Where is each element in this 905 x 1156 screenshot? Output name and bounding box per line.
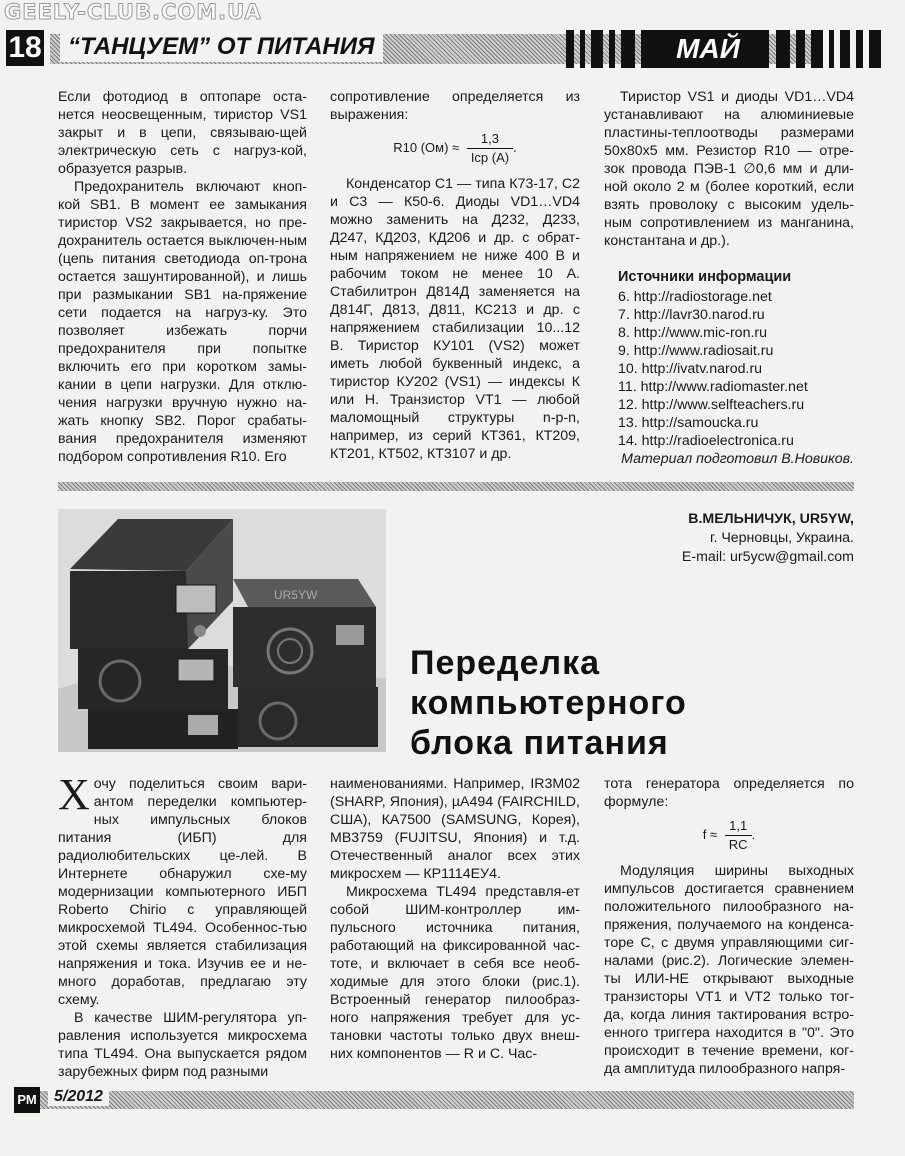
formula-left: f ≈ [702,826,718,842]
paragraph: Конденсатор С1 — типа К73-17, С2 и С3 — К50-6. Диоды VD1…VD4 можно заменить на Д232, Д233, Д247, КД203, КД206 и др. с обрат-ным напряжением не ниже 400 В и рабочим током не менее 10 А. Стабилитрон Д814Д заменяется на Д814Г, Д813, Д811, КС213 и др. с напряжением стабилизации 10...12 В. Тиристор КУ101 (VS2) может иметь любой буквенный индекс, а тиристор КУ202 (VS1) — индексы К или Н. Транзистор VT1 — любой маломощный структуры n-p-n, например, из серий КТ361, КТ209, КТ201, КТ502, КТ3107 и др. [330,176,580,462]
header-bars-right [776,30,881,68]
paragraph [58,770,307,1009]
section-divider [58,482,854,491]
formula-r10: R10 (Ом) ≈ $\frac{1,3}{\text{Iср (A)}}$ . [393,131,517,165]
top-column-3 [604,88,854,468]
source-link[interactable]: 11. http://www.radiomaster.net [618,379,808,395]
formula-frequency: f ≈ $\frac{1,1}{RC}$ . [702,818,756,852]
paragraph: Если фотодиод в оптопаре оста-нется неосвещенным, тиристор VS1 закрыт и в цепи, связываю-щей электрическую сеть с нагруз-кой, образуется разрыв. [58,89,307,177]
month-label: МАЙ [647,30,769,68]
paragraph-text: очу поделиться своим вари-антом переделки компьютер-ных импульсных блоков питания (ИБП) для радиолюбительских це-лей. В Интернете обнаружил схе-му модернизации компьютерного ИБП Roberto Chirio с управляющей микросхемой TL494. Особеннос-тью этой схемы является стабилизация напряжения и тока. Изучив ее и не-много доработав, предлагаю эту схему. [58,776,307,1008]
paragraph: наименованиями. Например, IR3M02 (SHARP, Япония), µA494 (FAIRCHILD, США), КА7500 (SAMSUNG, Корея), МВ3759 (FUJITSU, Япония) и т.д. Отечественный аналог всех этих микросхем — КР1114ЕУ4. [330,776,580,882]
footer-hatch-bar [40,1091,854,1109]
power-supply-photo [58,509,386,752]
paragraph: тота генератора определяется по формуле: [604,776,854,810]
headline-line: Переделка [410,644,601,682]
author-block [682,510,854,567]
drop-cap: Х [58,770,90,819]
article-credit: Материал подготовил В.Новиков. [621,451,854,467]
source-link[interactable]: 7. http://lavr30.narod.ru [618,307,765,323]
sources-list [604,268,854,450]
sources-title: Источники информации [618,269,792,285]
formula-fraction [467,130,513,167]
source-link[interactable]: 12. http://www.selfteachers.ru [618,397,805,413]
source-link[interactable]: 8. http://www.mic-ron.ru [618,325,768,341]
formula-numerator: 1,3 [467,130,513,149]
source-link[interactable]: 6. http://radiostorage.net [618,289,772,305]
issue-number: 5/2012 [48,1088,109,1106]
paragraph: В качестве ШИМ-регулятора уп-равления используется микросхема типа TL494. Она выпускается рядом зарубежных фирм под разными [58,1010,307,1080]
paragraph: Микросхема TL494 представля-ет собой ШИМ-контроллер им-пульсного источника питания, работающий на фиксированной час-тоте, и включает в себя все необ-ходимые для этого блоки (рис.1). Встроенный генератор пилообраз-ного напряжения требует для ус-тановки частоты только двух внеш-них компонентов — R и C. Час- [330,884,580,1062]
formula-fraction [725,817,752,854]
article-photo [58,509,386,752]
author-email[interactable]: E-mail: ur5ycw@gmail.com [681,549,854,565]
top-column-1 [58,88,307,466]
site-watermark: GEELY-CLUB.COM.UA [4,0,262,24]
formula-denominator: RC [728,837,748,852]
bottom-column-2 [330,775,580,1063]
paragraph: Предохранитель включают кноп-кой SB1. В момент ее замыкания тиристор VS2 закрывается, но пре-дохранитель остается выключен-ным (цепь питания светодиода оп-трона остается зашунтированной), и лишь при размыкании SB1 на-пряжение сети подается на нагруз-ку. Это позволяет избежать порчи предохранителя при попытке включить его при коротком замы-кании в цепи нагрузки. Для отклю-чения нагрузки вручную нужно на-жать кнопку SB2. Порог срабаты-вания предохранителя изменяют подбором сопротивления R10. Его [58,179,307,465]
page-number: 18 [6,30,44,66]
source-link[interactable]: 9. http://www.radiosait.ru [618,343,774,359]
paragraph: Модуляция ширины выходных импульсов достигается сравнением положительного пилообразного на-пряжения, получаемого на конденса-торе С, с двумя управляющими сиг-налами (рис.2). Логические элемен-ты ИЛИ-НЕ открывают выходные транзисторы VT1 и VT2 только тог-да, когда линия тактирования встро-енного триггера находится в "0". Это происходит в течение времени, ког-да амплитуда пилообразного напря- [604,863,854,1077]
source-link[interactable]: 14. http://radioelectronica.ru [618,433,794,449]
author-name: В.МЕЛЬНИЧУК, UR5YW, [688,511,854,527]
bottom-column-3 [604,775,854,1078]
headline-line: блока питания [410,724,669,762]
formula-numerator: 1,1 [725,817,752,836]
photo-label: UR5YW [274,588,318,602]
section-title: “ТАНЦУЕМ” ОТ ПИТАНИЯ [60,32,383,62]
author-city: г. Черновцы, Украина. [710,530,854,546]
magazine-logo: РМ [14,1087,40,1113]
paragraph: сопротивление определяется из выражения: [330,89,580,123]
bottom-column-1 [58,770,307,1081]
paragraph: Тиристор VS1 и диоды VD1…VD4 устанавливают на алюминиевые пластины-теплоотводы размерами 50х80х5 мм. Резистор R10 — отре-зок провода ПЭВ-1 ∅0,6 мм и дли-ной около 2 м (более короткий, если взять проволоку с высоким удель-ным сопротивлением из манганина, константана и др.). [604,89,854,249]
top-column-2 [330,88,580,463]
headline-line: компьютерного [410,684,687,722]
formula-denominator: Iср (A) [470,150,510,165]
source-link[interactable]: 10. http://ivatv.narod.ru [618,361,763,377]
formula-left: R10 (Ом) ≈ [393,139,460,155]
source-link[interactable]: 13. http://samoucka.ru [618,415,759,431]
article-headline [410,643,687,763]
